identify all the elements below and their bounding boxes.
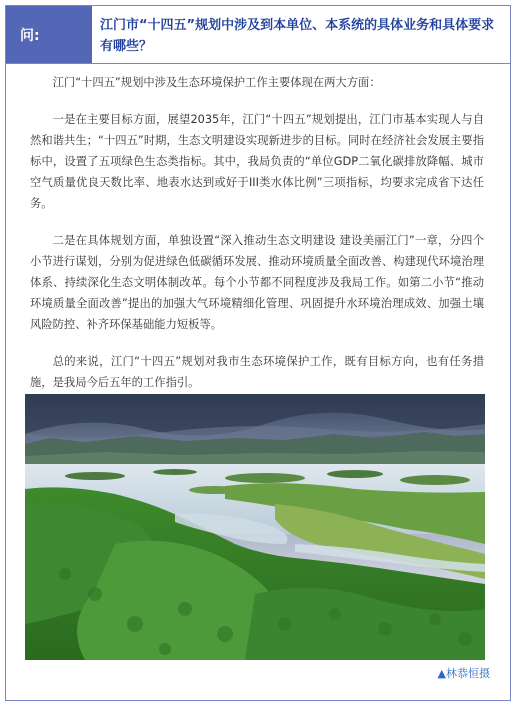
answer-paragraph: 总的来说，江门“十四五”规划对我市生态环境保护工作，既有目标方向，也有任务措施，是我局今后五年的工作指引。 — [30, 355, 484, 389]
answer-paragraph: 二是在具体规划方面，单独设置“深入推动生态文明建设 建设美丽江门”一章，分四个小节进行谋划，分别为促进绿色低碳循环发展、推动环境质量全面改善、构建现代环境治理体系、持续深化生态文明体制改革。每个小节都不同程度涉及我局工作。如第二小节“推动环境质量全面改善”提出的加强大气环境精细化管理、巩固提升水环境治理成效、加强土壤风险防控、补齐环保基础能力短板等。 — [30, 234, 484, 331]
question-label: 问: — [6, 6, 92, 63]
answer-body — [30, 72, 484, 409]
answer-paragraph: 江门“十四五”规划中涉及生态环境保护工作主要体现在两大方面： — [52, 76, 381, 89]
answer-paragraph: 一是在主要目标方面，展望2035年，江门“十四五”规划提出，江门市基本实现人与自然和谐共生；“十四五”时期，生态文明建设实现新进步的目标。同时在经济社会发展主要指标中，设置了五项绿色生态类指标。其中，我局负责的“单位GDP二氧化碳排放降幅、城市空气质量优良天数比率、地表水达到或好于III类水体比例”三项指标，均要求完成省下达任务。 — [30, 113, 484, 210]
photo-caption: ▲林恭恒摄 — [437, 667, 490, 680]
landscape-photo — [25, 394, 485, 660]
question-header — [6, 6, 510, 64]
question-text: 江门市“十四五”规划中涉及到本单位、本系统的具体业务和具体要求有哪些？ — [100, 18, 495, 54]
